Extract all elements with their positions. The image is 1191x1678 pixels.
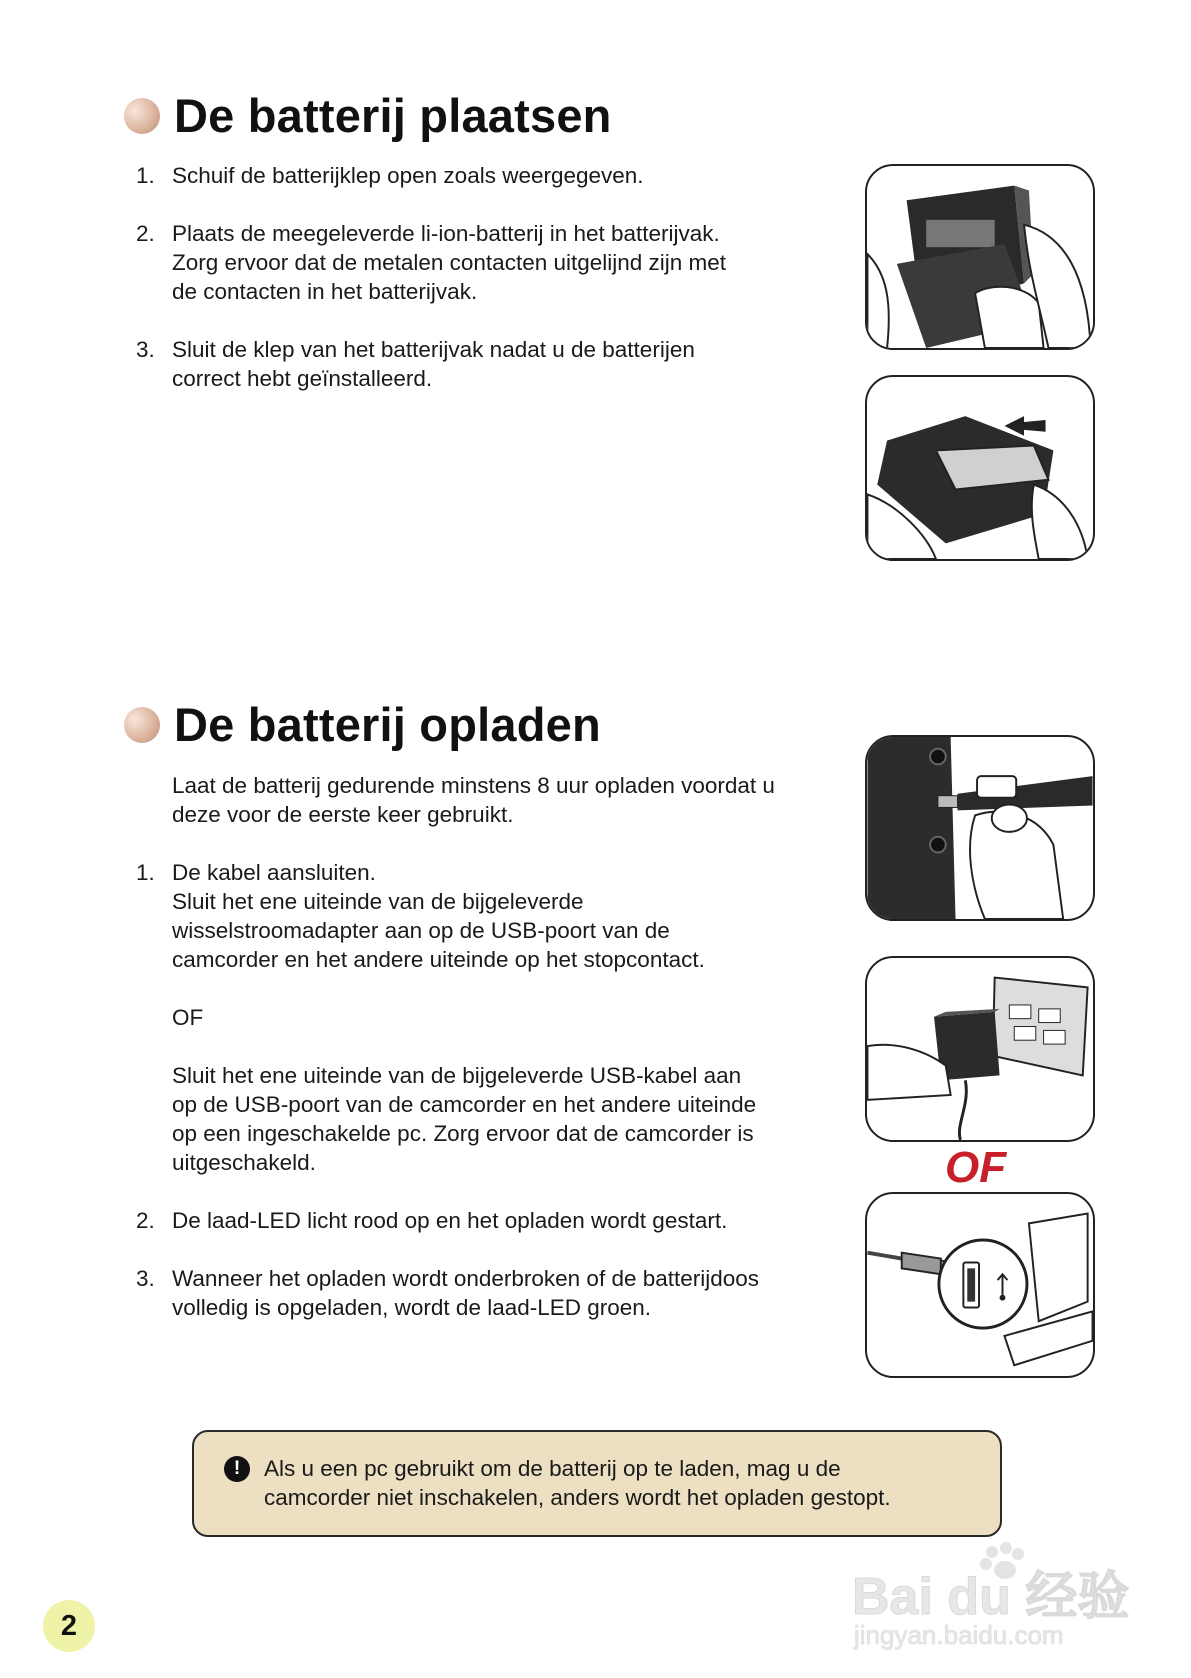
wall-adapter-image: [867, 958, 1093, 1140]
step-number: 3.: [136, 1266, 155, 1291]
or-text: OF: [172, 1005, 204, 1030]
page-number: 2: [43, 1600, 95, 1652]
section-title-battery-charge: [124, 697, 601, 752]
battery-insert-image: [867, 377, 1093, 559]
battery-insert-steps: [136, 161, 826, 422]
note-box: [192, 1430, 1002, 1537]
camcorder-cover-image: [867, 166, 1093, 348]
usb-laptop-image: [867, 1194, 1093, 1376]
note-line: Als u een pc gebruikt om de batterij op te laden, mag u de: [264, 1456, 841, 1481]
step-text: op een ingeschakelde pc. Zorg ervoor dat de camcorder is: [172, 1121, 754, 1146]
step-number: 1.: [136, 860, 155, 885]
illustration-usb-laptop: [865, 1192, 1095, 1378]
step-2: [136, 219, 826, 306]
illustration-open-cover: [865, 164, 1095, 350]
step-text: uitgeschakeld.: [172, 1150, 316, 1175]
charge-step-1: [136, 858, 826, 1177]
step-text: volledig is opgeladen, wordt de laad-LED groen.: [172, 1295, 652, 1320]
step-text: wisselstroomadapter aan op de USB-poort van de: [172, 918, 670, 943]
charge-step-2: [136, 1206, 826, 1235]
step-heading: De kabel aansluiten.: [172, 860, 376, 885]
step-text: Sluit het ene uiteinde van de bijgeleverde USB-kabel aan: [172, 1063, 742, 1088]
step-number: 2.: [136, 221, 155, 246]
step-text: camcorder en het andere uiteinde op het stopcontact.: [172, 947, 705, 972]
section-title-text: De batterij opladen: [174, 698, 601, 751]
step-text: Plaats de meegeleverde li-ion-batterij in het batterijvak.: [172, 221, 720, 246]
battery-charge-steps: [136, 771, 826, 1351]
note-text: [264, 1454, 891, 1535]
exclamation-icon: !: [224, 1456, 250, 1482]
step-text: op de USB-poort van de camcorder en het andere uiteinde: [172, 1092, 757, 1117]
charge-step-3: [136, 1264, 826, 1322]
illustration-plug-cable: [865, 735, 1095, 921]
step-text: Schuif de batterijklep open zoals weergegeven.: [172, 163, 644, 188]
intro-text: Laat de batterij gedurende minstens 8 uur opladen voordat u: [172, 773, 775, 798]
note-line: camcorder niet inschakelen, anders wordt het opladen gestopt.: [264, 1485, 891, 1510]
step-text: Zorg ervoor dat de metalen contacten uitgelijnd zijn met: [172, 250, 727, 275]
illustration-insert-battery: [865, 375, 1095, 561]
charge-intro: [172, 771, 826, 829]
step-text: Sluit de klep van het batterijvak nadat u de batterijen: [172, 337, 695, 362]
step-number: 1.: [136, 163, 155, 188]
step-number: 2.: [136, 1208, 155, 1233]
figure-or-label: OF: [945, 1143, 1007, 1192]
step-text: de contacten in het batterijvak.: [172, 279, 478, 304]
illustration-wall-adapter: [865, 956, 1095, 1142]
step-3: [136, 335, 826, 393]
baidu-watermark: [850, 1540, 1130, 1650]
step-text: De laad-LED licht rood op en het opladen wordt gestart.: [172, 1208, 728, 1233]
cable-plug-image: [867, 737, 1093, 919]
circle-bullet-icon: [124, 98, 160, 134]
intro-text: deze voor de eerste keer gebruikt.: [172, 802, 514, 827]
section-title-battery-insert: [124, 88, 612, 143]
watermark-url: jingyan.baidu.com: [854, 1620, 1064, 1650]
step-1: [136, 161, 826, 190]
baidu-logo-image: [850, 1540, 1130, 1650]
step-text: Sluit het ene uiteinde van de bijgeleverde: [172, 889, 584, 914]
step-text: Wanneer het opladen wordt onderbroken of de batterijdoos: [172, 1266, 760, 1291]
step-text: correct hebt geïnstalleerd.: [172, 366, 433, 391]
section-title-text: De batterij plaatsen: [174, 89, 612, 142]
circle-bullet-icon: [124, 707, 160, 743]
step-number: 3.: [136, 337, 155, 362]
watermark-brand: Bai du 经验: [852, 1568, 1130, 1626]
